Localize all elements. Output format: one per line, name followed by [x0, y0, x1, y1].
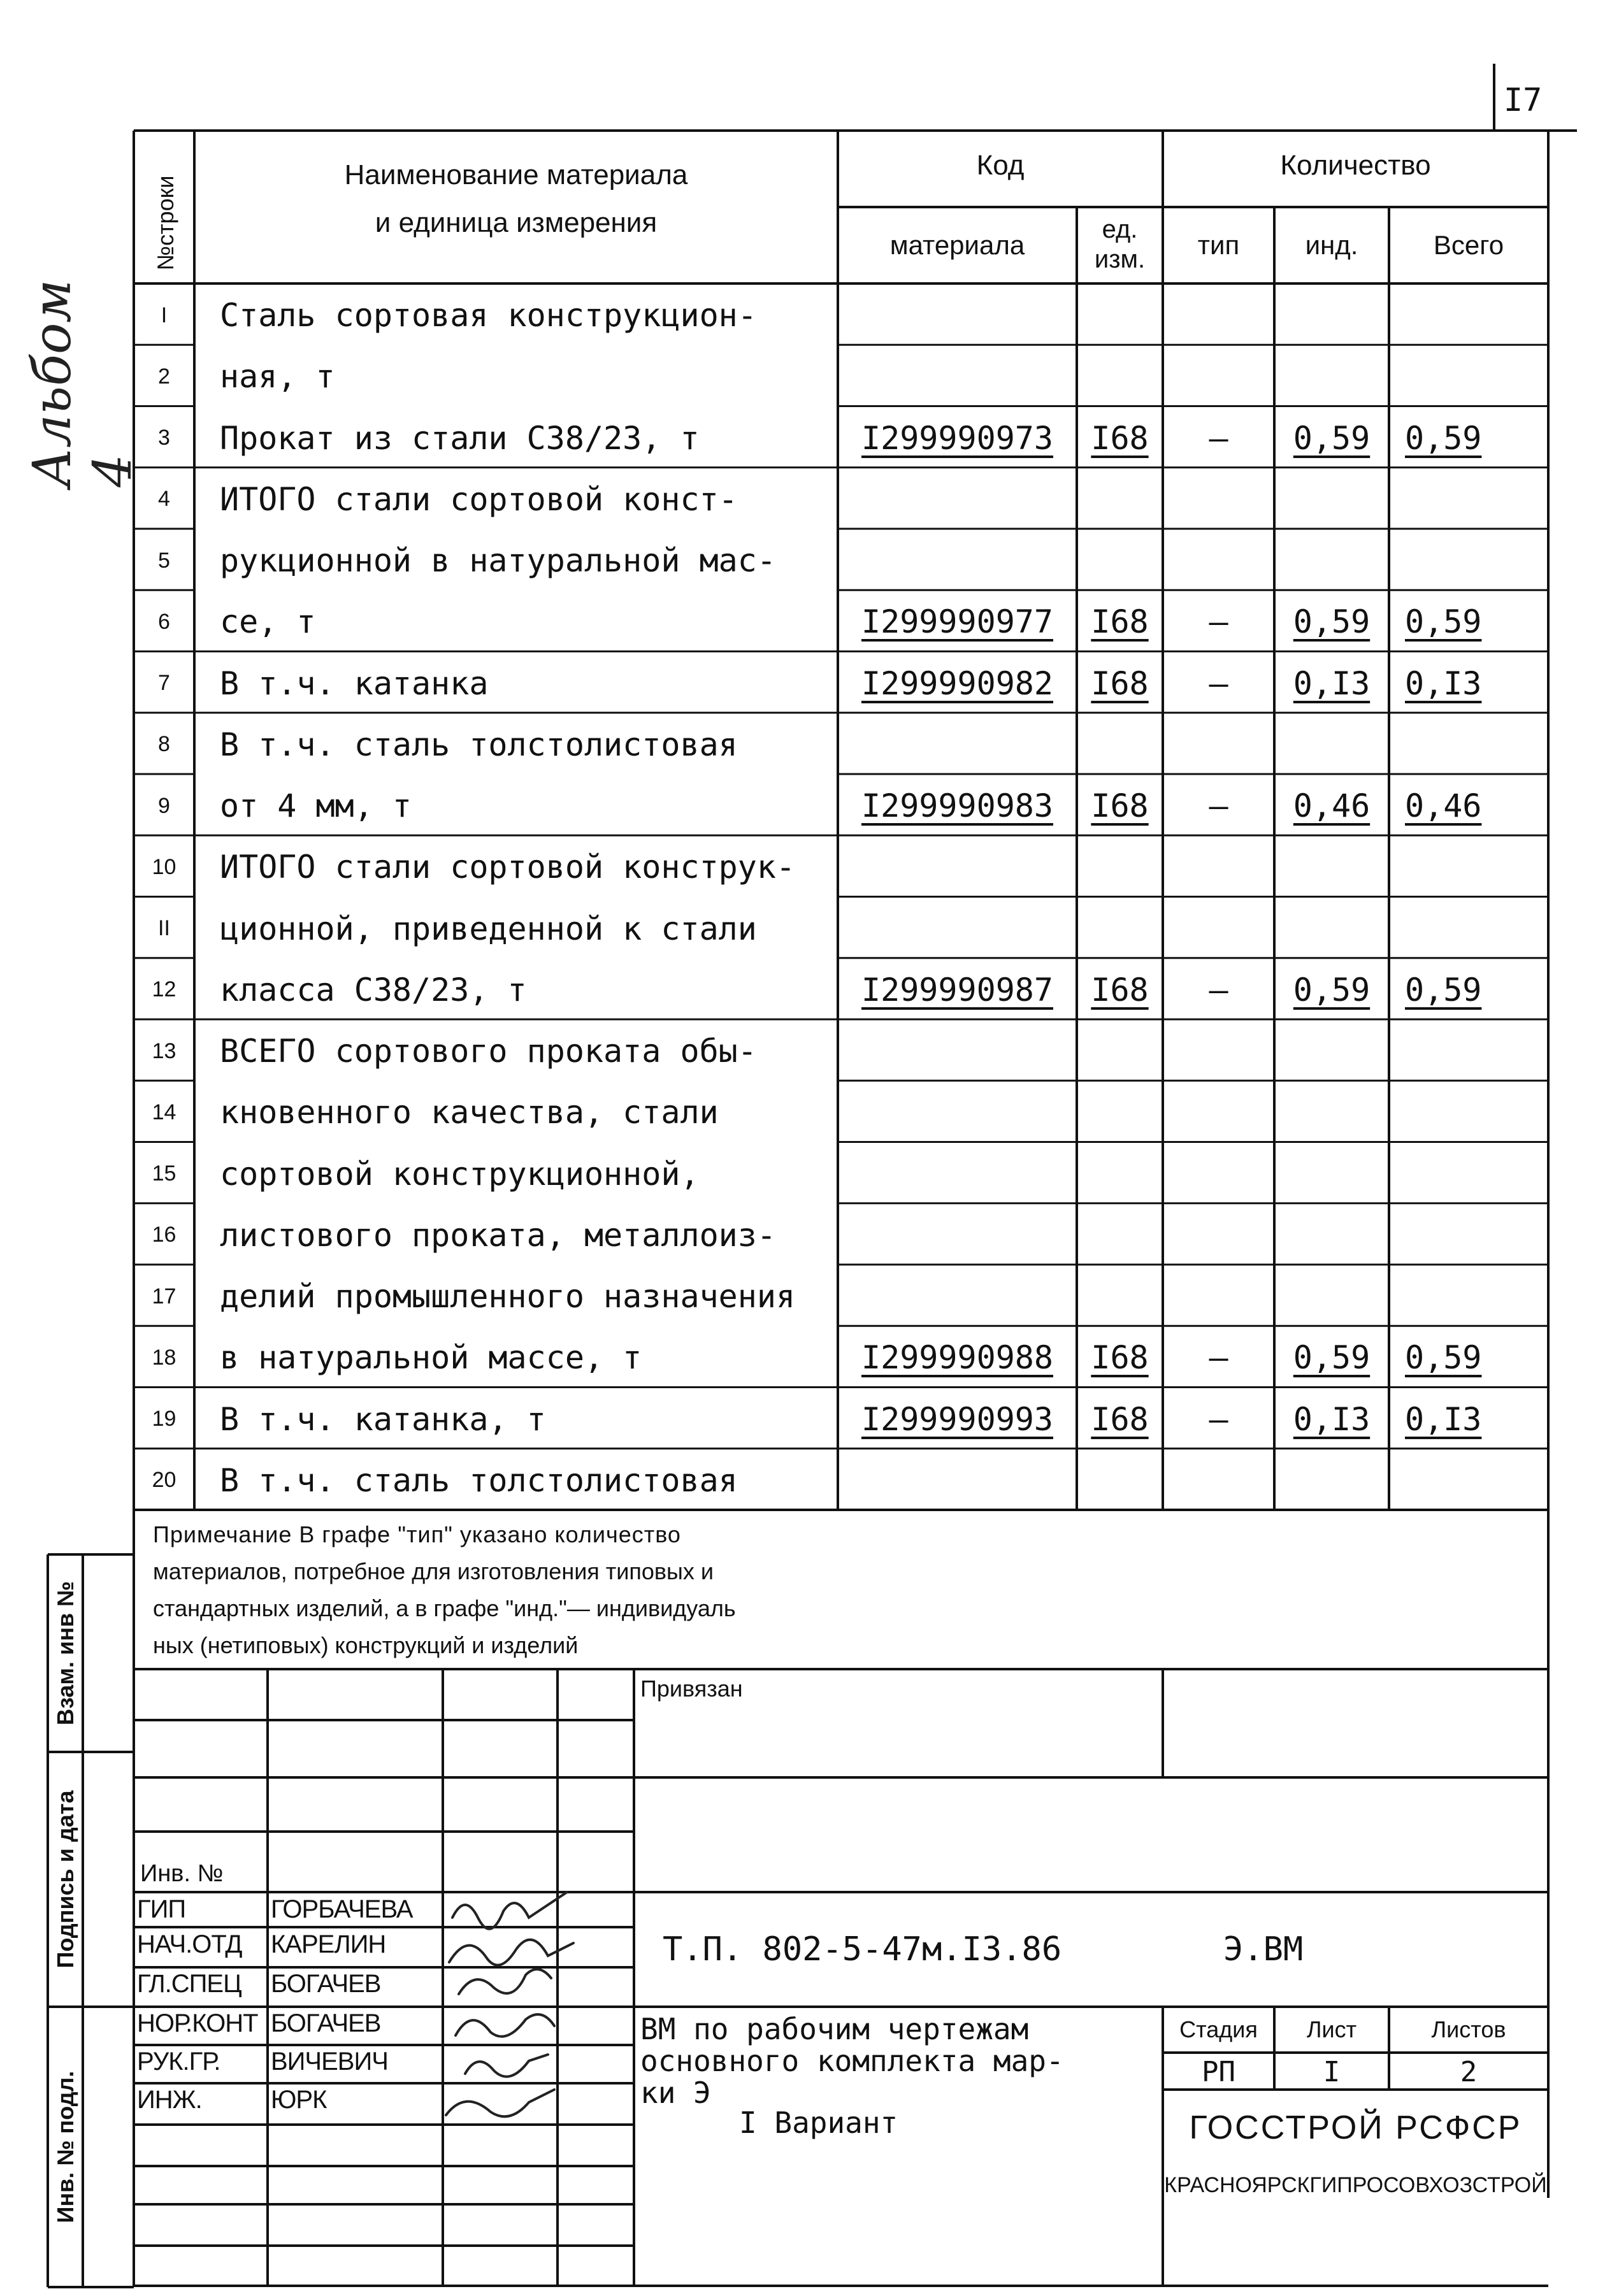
row-typ: – — [1209, 787, 1228, 825]
signature-1 — [452, 1892, 567, 1929]
signature-4 — [456, 2014, 554, 2037]
row-typ: – — [1209, 603, 1228, 641]
row-ind: 0,I3 — [1293, 1400, 1371, 1438]
page-number: I7 — [1504, 82, 1543, 118]
signer-role: ГЛ.СПЕЦ — [137, 1970, 241, 1998]
row-ind: 0,46 — [1293, 787, 1371, 825]
row-number: I — [161, 303, 168, 327]
row-number: 9 — [158, 793, 170, 818]
row-code: I299990973 — [861, 419, 1054, 457]
stamp-sheet-label: Лист — [1306, 2016, 1357, 2042]
row-name: в натуральной массе, т — [220, 1339, 642, 1377]
row-number: 6 — [158, 609, 170, 634]
stamp-org-2: КРАСНОЯРСКГИПРОСОВХОЗСТРОЙ — [1164, 2172, 1547, 2197]
signer-name: КАРЕЛИН — [271, 1930, 386, 1958]
row-total: 0,I3 — [1405, 1400, 1482, 1438]
row-number: 16 — [152, 1223, 176, 1247]
header-unit-line2: изм. — [1094, 245, 1146, 273]
row-name: кновенного качества, стали — [220, 1094, 719, 1131]
header-quantity: Количество — [1280, 150, 1431, 181]
side-label-inv-podl: Инв. № подл. — [52, 2070, 78, 2223]
stamp-privyazan: Привязан — [640, 1675, 743, 1702]
row-typ: – — [1209, 1339, 1228, 1377]
row-number: 14 — [152, 1100, 176, 1124]
row-name: класса С38/23, т — [220, 971, 527, 1008]
row-number: 10 — [152, 854, 176, 879]
signature-5 — [465, 2055, 548, 2077]
signer-role: НАЧ.ОТД — [137, 1930, 242, 1958]
row-name: ИТОГО стали сортовой конст- — [220, 480, 738, 518]
signer-name: ВИЧЕВИЧ — [271, 2048, 388, 2076]
stamp-stage: РП — [1202, 2055, 1235, 2088]
row-code: I299990987 — [861, 971, 1054, 1008]
row-unit: I68 — [1091, 419, 1149, 457]
row-name: се, т — [220, 603, 316, 641]
note-line-2: материалов, потребное для изготовления типовых и — [153, 1558, 714, 1584]
header-material: материала — [889, 230, 1025, 260]
row-name: ВСЕГО сортового проката обы- — [220, 1033, 757, 1070]
row-total: 0,59 — [1405, 1339, 1482, 1377]
row-number: 15 — [152, 1161, 176, 1186]
row-typ: – — [1209, 971, 1228, 1008]
stamp-mark: Э.ВМ — [1223, 1930, 1304, 1969]
row-name: В т.ч. катанка, т — [220, 1400, 546, 1438]
header-code: Код — [976, 150, 1025, 181]
stamp-sheet: I — [1323, 2055, 1341, 2088]
row-ind: 0,59 — [1293, 419, 1371, 457]
row-name: делий промышленного назначения — [220, 1278, 796, 1316]
row-unit: I68 — [1091, 664, 1149, 702]
row-number: 17 — [152, 1284, 176, 1309]
row-number: 12 — [152, 977, 176, 1002]
row-number: II — [158, 916, 170, 941]
row-number: 5 — [158, 548, 170, 573]
row-typ: – — [1209, 419, 1228, 457]
stamp-stage-label: Стадия — [1179, 2016, 1258, 2042]
signer-role: НОР.КОНТ — [137, 2009, 258, 2037]
row-name: ционной, приведенной к стали — [220, 910, 757, 947]
row-name: В т.ч. сталь толстолистовая — [220, 1461, 738, 1499]
row-total: 0,46 — [1405, 787, 1482, 825]
row-unit: I68 — [1091, 971, 1149, 1008]
stamp-inv-no: Инв. № — [140, 1860, 224, 1887]
row-number: 13 — [152, 1038, 176, 1063]
stamp-sheets: 2 — [1460, 2055, 1478, 2088]
row-ind: 0,59 — [1293, 971, 1371, 1008]
row-code: I299990977 — [861, 603, 1054, 641]
row-name: В т.ч. катанка — [220, 664, 489, 702]
album-note: Альбом 4 — [22, 279, 143, 487]
stamp-title — [640, 2013, 1064, 2109]
row-unit: I68 — [1091, 1339, 1149, 1377]
row-number: 7 — [158, 671, 170, 696]
row-unit: I68 — [1091, 603, 1149, 641]
row-total: 0,I3 — [1405, 664, 1482, 702]
row-code: I299990982 — [861, 664, 1054, 702]
row-name: от 4 мм, т — [220, 787, 412, 825]
row-number: 8 — [158, 732, 170, 757]
row-name: ная, т — [220, 358, 335, 396]
note-line-1: Примечание В графе "тип" указано количество — [153, 1521, 681, 1547]
row-number: 20 — [152, 1468, 176, 1493]
row-number: 19 — [152, 1407, 176, 1431]
note-line-3: стандартных изделий, а в графе "инд."— индивидуаль — [153, 1595, 736, 1621]
header-total: Всего — [1433, 230, 1504, 260]
header-row-no: №строки — [152, 175, 178, 271]
row-name: сортовой конструкционной, — [220, 1155, 700, 1193]
row-number: 2 — [158, 364, 170, 389]
row-code: I299990993 — [861, 1400, 1054, 1438]
row-ind: 0,I3 — [1293, 664, 1371, 702]
stamp-title-line-2: основного комплекта мар- — [640, 2044, 1064, 2078]
row-code: I299990988 — [861, 1339, 1054, 1377]
row-ind: 0,59 — [1293, 1339, 1371, 1377]
signer-name: БОГАЧЕВ — [271, 2009, 381, 2037]
row-code: I299990983 — [861, 787, 1054, 825]
row-unit: I68 — [1091, 787, 1149, 825]
signature-6 — [446, 2090, 554, 2116]
row-number: 18 — [152, 1345, 176, 1370]
row-name: листового проката, металлоиз- — [220, 1216, 776, 1254]
row-name: ИТОГО стали сортовой конструк- — [220, 849, 796, 886]
stamp-designation: Т.П. 802-5-47м.I3.86 — [663, 1930, 1062, 1969]
row-typ: – — [1209, 1400, 1228, 1438]
row-name: Прокат из стали С38/23, т — [220, 419, 700, 457]
note-line-4: ных (нетиповых) конструкций и изделий — [153, 1632, 579, 1658]
signer-name: ЮРК — [271, 2086, 327, 2114]
signer-name: ГОРБАЧЕВА — [271, 1895, 413, 1923]
row-ind: 0,59 — [1293, 603, 1371, 641]
row-total: 0,59 — [1405, 603, 1482, 641]
header-name-line2: и единица измерения — [375, 207, 658, 238]
stamp-title-line-3: ки Э — [640, 2076, 711, 2110]
stamp-title-line-1: ВМ по рабочим чертежам — [640, 2012, 1029, 2046]
stamp-variant: I Вариант — [739, 2106, 898, 2140]
header-unit-line1: ед. — [1102, 215, 1138, 243]
row-total: 0,59 — [1405, 419, 1482, 457]
signer-role: ГИП — [137, 1895, 186, 1923]
signature-3 — [459, 1969, 551, 1994]
signer-name: БОГАЧЕВ — [271, 1970, 381, 1998]
signer-role: РУК.ГР. — [137, 2048, 220, 2076]
row-unit: I68 — [1091, 1400, 1149, 1438]
side-label-podpis: Подпись и дата — [52, 1790, 78, 1969]
row-name: В т.ч. сталь толстолистовая — [220, 726, 738, 763]
stamp-sheets-label: Листов — [1431, 2016, 1506, 2042]
row-name: Сталь сортовая конструкцион- — [220, 297, 757, 334]
header-ind: инд. — [1305, 230, 1358, 260]
row-total: 0,59 — [1405, 971, 1482, 1008]
signature-2 — [449, 1940, 573, 1965]
header-typ: тип — [1197, 230, 1240, 260]
side-label-vzam: Взам. инв № — [52, 1581, 78, 1726]
row-number: 3 — [158, 426, 170, 450]
row-number: 4 — [158, 487, 170, 512]
header-name-line1: Наименование материала — [344, 159, 688, 190]
row-typ: – — [1209, 664, 1228, 702]
signer-role: ИНЖ. — [137, 2086, 202, 2114]
row-name: рукционной в натуральной мас- — [220, 542, 776, 580]
stamp-org-1: ГОССТРОЙ РСФСР — [1189, 2109, 1522, 2146]
